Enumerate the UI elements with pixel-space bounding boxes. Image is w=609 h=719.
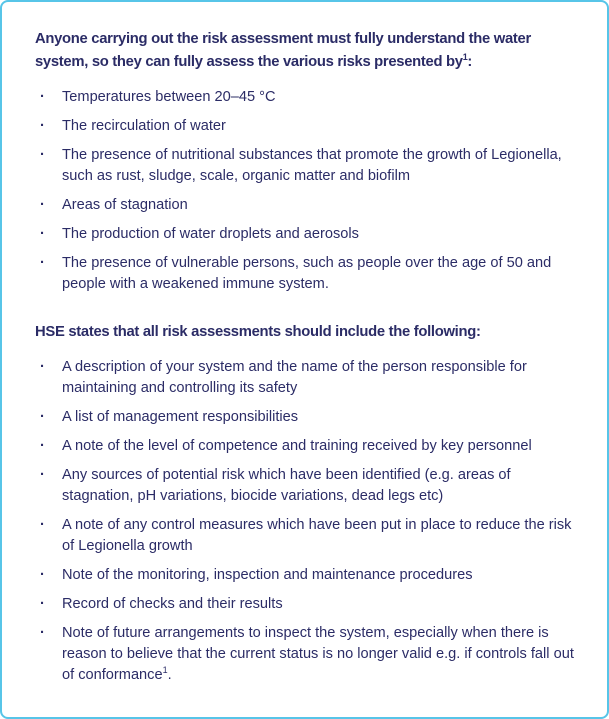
list-item-text: The production of water droplets and aerosols <box>62 226 359 242</box>
list-item <box>35 515 577 557</box>
bullet-dot: · <box>40 147 45 163</box>
list-item-text: Areas of stagnation <box>62 197 188 213</box>
list-item-text: Temperatures between 20–45 °C <box>62 89 276 105</box>
list-item <box>35 623 577 686</box>
intro-heading-suffix: : <box>467 54 473 70</box>
list-item-text-suffix: . <box>167 667 172 683</box>
hse-requirements-list <box>35 357 577 686</box>
risk-factors-list <box>35 87 577 295</box>
list-item <box>35 195 577 216</box>
list-item-text: The presence of vulnerable persons, such as people over the age of 50 and people with a weakened immune system. <box>62 255 552 292</box>
list-item-text: A list of management responsibilities <box>62 409 299 425</box>
list-item-text: Any sources of potential risk which have been identified (e.g. areas of stagnation, pH variations, biocide variations, dead legs etc) <box>62 467 511 504</box>
list-item <box>35 253 577 295</box>
bullet-dot: · <box>40 467 45 483</box>
bullet-dot: · <box>40 409 45 425</box>
list-item <box>35 407 577 428</box>
bullet-dot: · <box>40 89 45 105</box>
bullet-dot: · <box>40 255 45 271</box>
bullet-dot: · <box>40 359 45 375</box>
list-item <box>35 565 577 586</box>
list-item <box>35 87 577 108</box>
list-item-text: The recirculation of water <box>62 118 226 134</box>
bullet-dot: · <box>40 596 45 612</box>
list-item <box>35 436 577 457</box>
bullet-dot: · <box>40 517 45 533</box>
intro-heading <box>35 28 577 74</box>
list-item-text: A description of your system and the name of the person responsible for maintaining and controlling its safety <box>62 359 527 396</box>
list-item <box>35 357 577 399</box>
list-item-text: A note of the level of competence and training received by key personnel <box>62 438 532 454</box>
list-item <box>35 116 577 137</box>
list-item-text-main: Note of future arrangements to inspect the system, especially when there is reason to believe that the current status is no longer valid e.g. if controls fall out of conformance <box>62 625 574 683</box>
hse-heading: HSE states that all risk assessments should include the following: <box>35 324 481 340</box>
list-item <box>35 465 577 507</box>
footnote-ref-1: 1 <box>162 665 168 676</box>
list-item <box>35 594 577 615</box>
list-item <box>35 145 577 187</box>
bullet-dot: · <box>40 226 45 242</box>
list-item-text: A note of any control measures which have been put in place to reduce the risk of Legionella growth <box>62 517 572 554</box>
list-item-text <box>62 623 577 686</box>
list-item-text: Note of the monitoring, inspection and maintenance procedures <box>62 567 473 583</box>
intro-heading-text: Anyone carrying out the risk assessment must fully understand the water system, so they can fully assess the various risks presented by <box>35 31 531 70</box>
bullet-dot: · <box>40 625 45 641</box>
list-item <box>35 224 577 245</box>
list-item-text: The presence of nutritional substances that promote the growth of Legionella, such as rust, sludge, scale, organic matter and biofilm <box>62 147 562 184</box>
bullet-dot: · <box>40 197 45 213</box>
footnote-ref-1: 1 <box>462 52 468 63</box>
list-item-text: Record of checks and their results <box>62 596 283 612</box>
bullet-dot: · <box>40 567 45 583</box>
bullet-dot: · <box>40 438 45 454</box>
bullet-dot: · <box>40 118 45 134</box>
